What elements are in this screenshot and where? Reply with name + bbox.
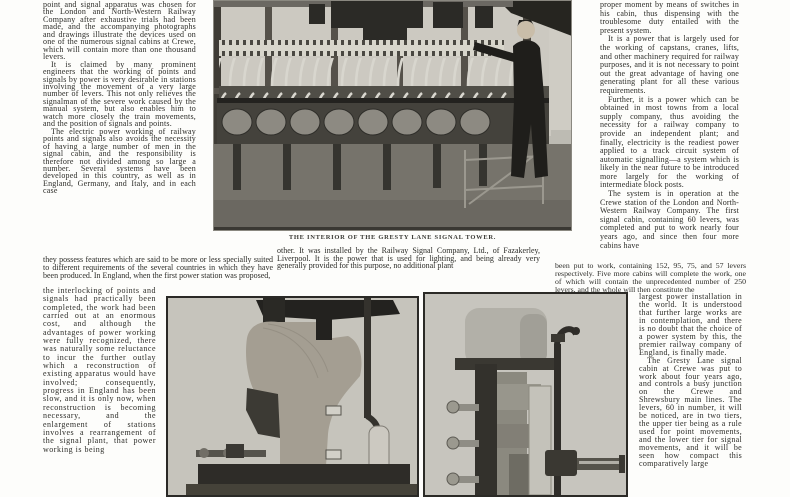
- paragraph: the interlocking of points and signals had practically been completed, the work had been carried out at an enormous cost, and although the advantages of power working were fully recognized, there was naturally some reluctance to incur the further outlay which a reconstruction of existing apparatus would have involved; consequently, progress in England has been slow, and it is only now, when reconstruction is becoming necessary, and the enlargement of stations involves a rearrangement of the signal plant, that power working is being: [43, 287, 156, 454]
- signal-tower-interior-photo: [213, 0, 572, 231]
- right-column-top: [600, 1, 739, 261]
- right-column-wide: [555, 262, 746, 293]
- photo-caption: THE INTERIOR OF THE GRESTY LANE SIGNAL TOWER.: [288, 234, 497, 241]
- slide-panel: [529, 386, 551, 495]
- paragraph: largest power installation in the world. It is understood that further large works are in contemplation, and there is no doubt that the choice of a power system by this, the premier railway company of England, is finally made.: [639, 293, 742, 357]
- mechanism-close-up: [168, 298, 417, 495]
- paragraph: proper moment by means of switches in his cabin, thus dispensing with the troublesome duty entailed with the present system.: [600, 1, 739, 35]
- left-column-wide: [43, 256, 273, 287]
- paragraph: Further, it is a power which can be obtained in most towns from a local supply company, thus avoiding the necessity for a railway company to provide an independent plant; and finally, electricity is the readiest power applied to a track circuit system of automatic signalling—a system which is likely in the near future to be introduced more largely for the working of intermediate block posts.: [600, 94, 739, 190]
- signal-motor-detail-photo: [423, 292, 628, 497]
- left-column-narrow: [43, 287, 156, 497]
- vertical-rod: [364, 298, 371, 418]
- paragraph: The Gresty Lane signal cabin at Crewe was put to work about four years ago, and controls a busy junction on the Crewe and Shrewsbury main lines. The levers, 60 in number, it will be noticed, are in two tiers, the upper tier being as a rule used for point movements, and the lower tier for signal movements, and it will be seen how compact this comparatively large: [639, 355, 742, 469]
- left-column-top: [43, 1, 196, 255]
- cabin-interior-scene: [213, 0, 572, 231]
- paragraph: other. It was installed by the Railway Signal Company, Ltd., of Fazakerley, Liverpool. It is the power that is used for lighting, and being already very generally provided for this purpose, no additional plant: [277, 247, 540, 270]
- paragraph: The system is in operation at the Crewe station of the London and North-Western Railway Company. The first signal cabin, containing 60 levers, was completed and put to work nearly four years ago, and since then four more cabins have: [600, 189, 739, 250]
- vertical-post: [475, 364, 497, 495]
- mechanism-detail: [425, 294, 626, 495]
- paragraph: The electric power working of railway points and signals also avoids the necessity of having a large number of men in the signal cabin, and the responsibility is therefore not divided among so large a number. Several systems have been developed in this country, as well as in England, Germany, and Italy, and in each case: [43, 126, 196, 196]
- center-column: [277, 247, 540, 279]
- right-column-narrow: [639, 293, 742, 497]
- paragraph: they possess features which are said to be more or less specially suited to different requirements of the several countries in which they have been produced. In England, when the first power station was proposed,: [43, 256, 273, 280]
- paragraph: It is a power that is largely used for the working of capstans, cranes, lifts, and other machinery required for railway purposes, and it is not necessary to point out the great advantage of having one generating plant for all these various requirements.: [600, 34, 739, 95]
- paragraph: It is claimed by many prominent engineers that the working of points and signals by power is very desirable in stations involving the movement of a very large number of levers. This not only relieves the signalman of the severe work caused by the manual system, but also enables him to watch more closely the train movements, and the position of signals and points.: [43, 59, 196, 129]
- point-lock-mechanism-photo: [166, 296, 419, 497]
- paragraph: point and signal apparatus was chosen for the London and North-Western Railway Company after exhaustive trials had been made, and the accompanying photographs and drawings illustrate the devices used on one of the numerous signal cabins at Crewe, which will contain more than one thousand levers.: [43, 1, 196, 62]
- lever-number-plate-strip: [219, 40, 504, 56]
- cross-bar: [455, 358, 555, 370]
- paragraph: been put to work, containing 152, 95, 75, and 57 levers respectively. Five more cabins will complete the work, one of which will contain the unprecedented number of 250 levers, and the whole will then constitute the: [555, 262, 746, 293]
